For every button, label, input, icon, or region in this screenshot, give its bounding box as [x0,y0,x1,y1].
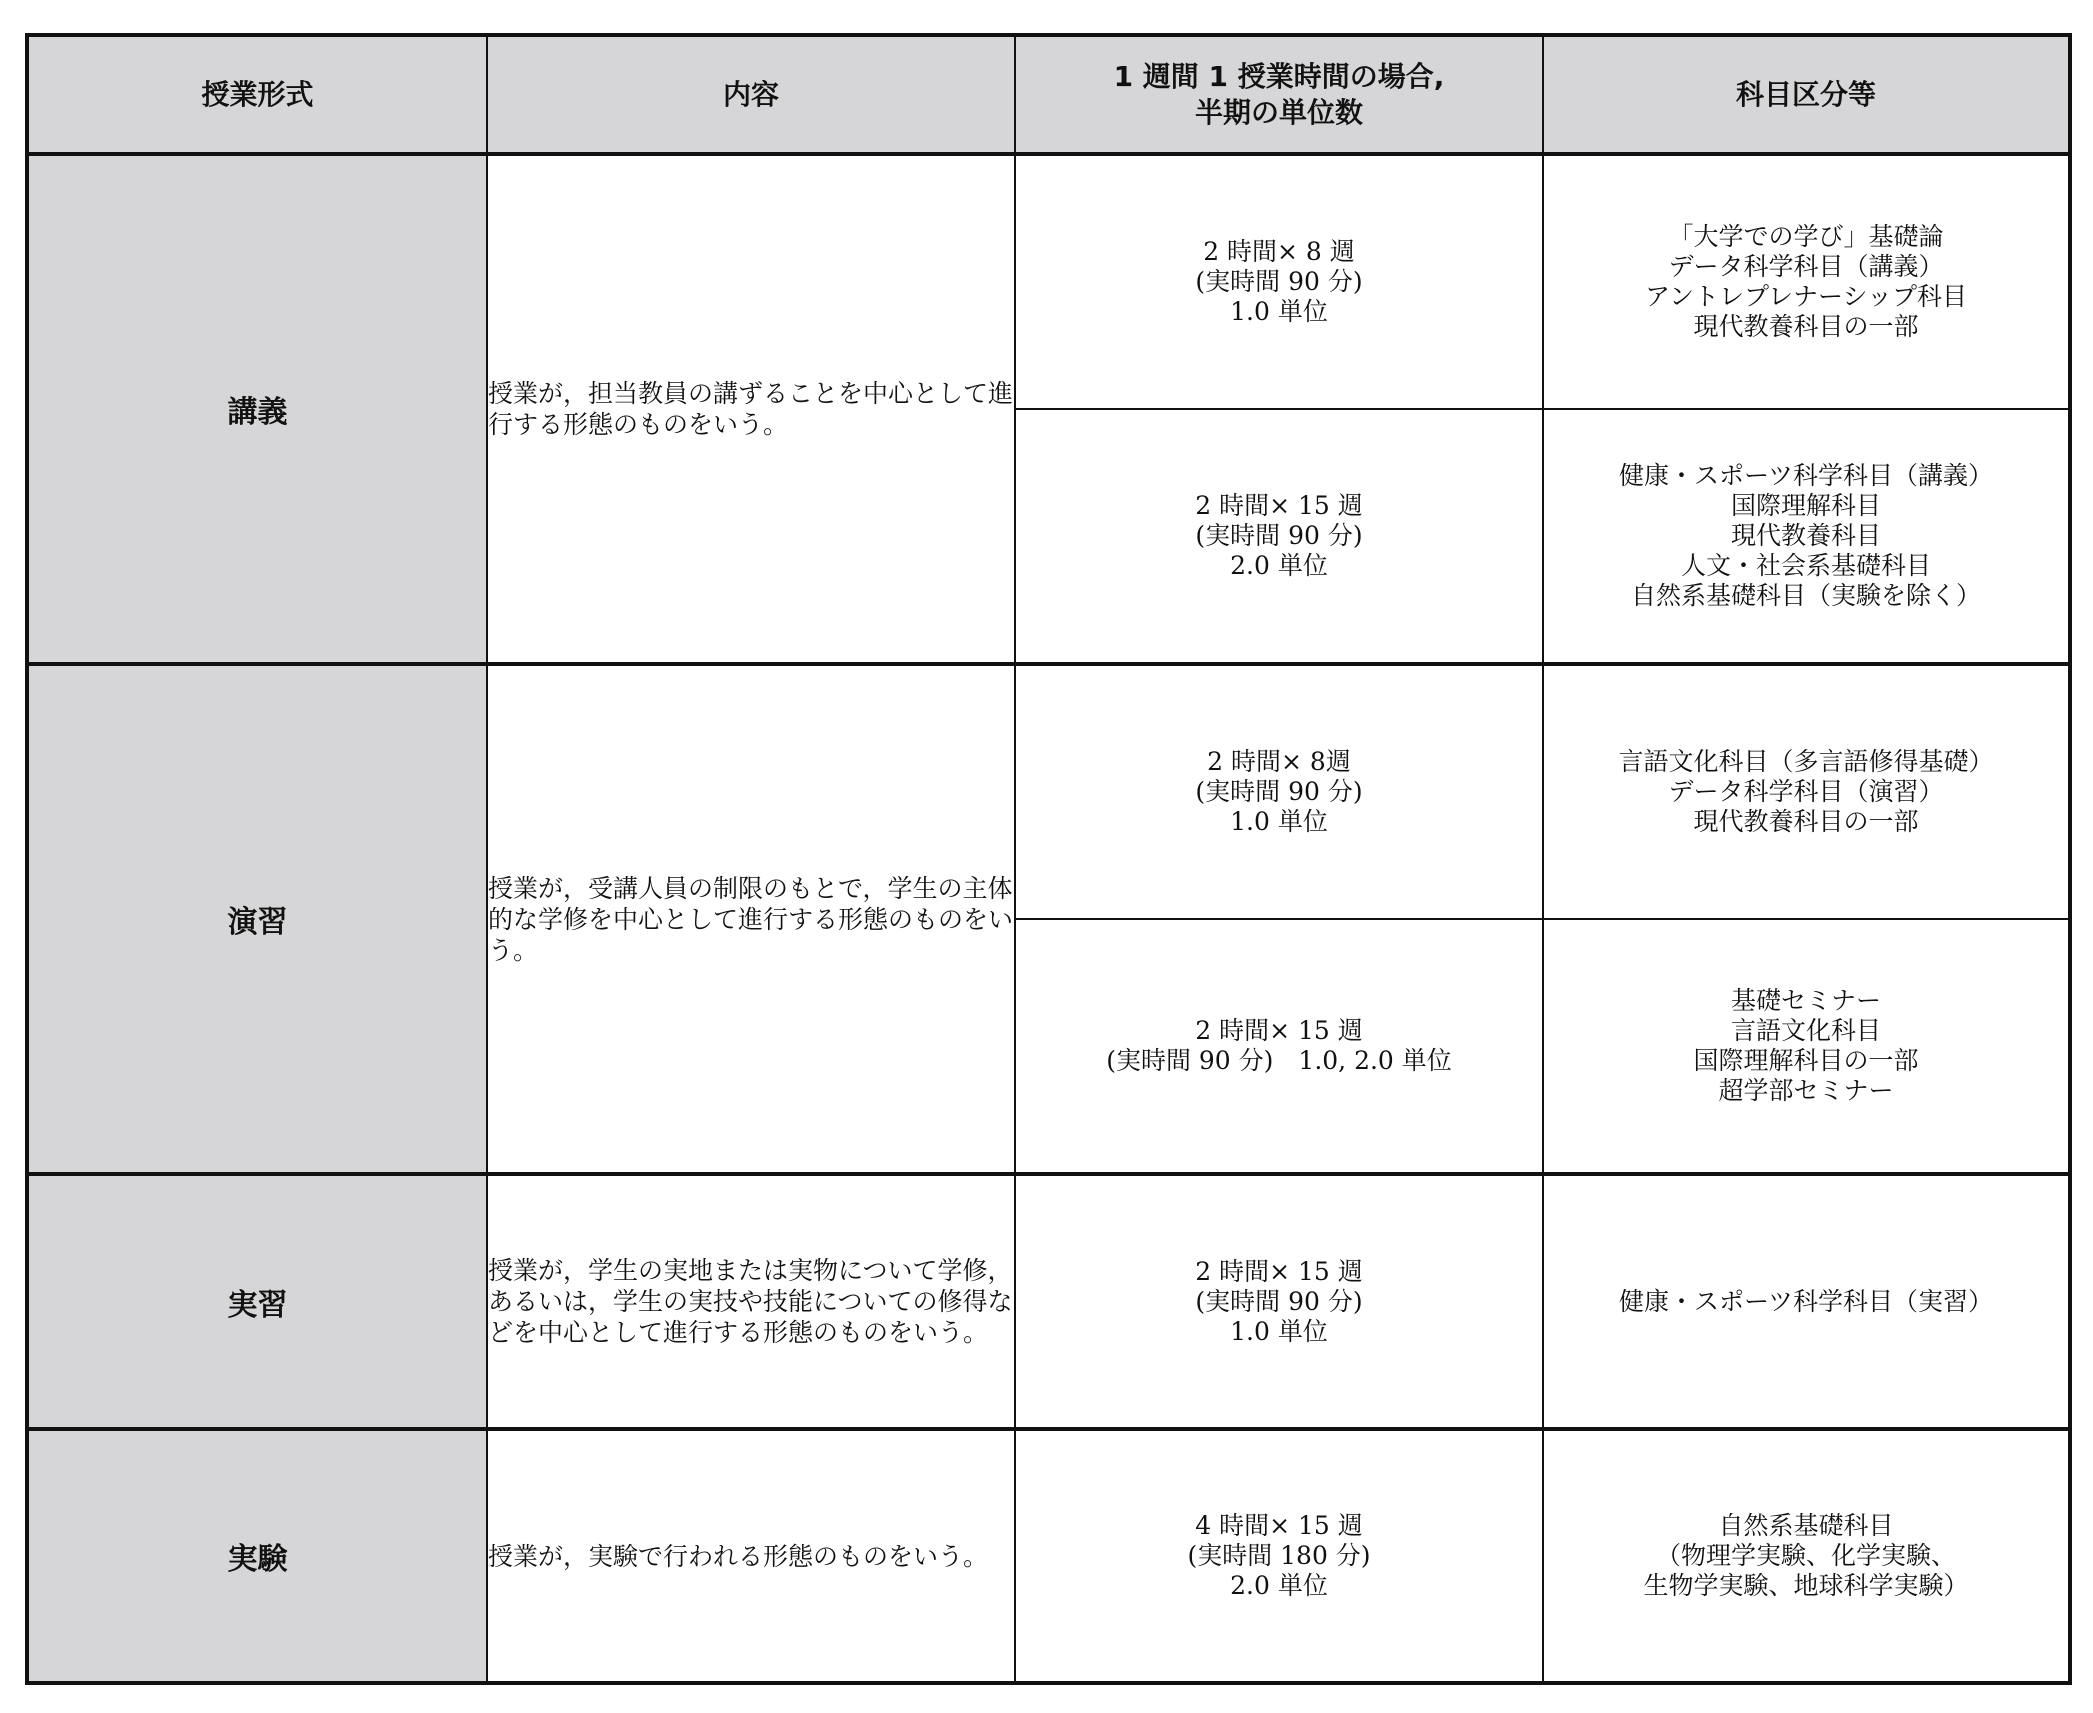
header-row [27,35,2070,154]
units-line: 2 時間× 15 週 [1195,491,1363,520]
subject-line: 国際理解科目 [1730,491,1881,520]
subject-line: 「大学での学び」基礎論 [1668,222,1944,251]
header-units-line2: 半期の単位数 [1194,95,1363,129]
table-row [27,1174,2070,1429]
subject-line: 言語文化科目 [1730,1016,1881,1045]
subject-line: （物理学実験、化学実験、 [1655,1541,1956,1570]
subject-cell [1543,154,2070,409]
units-cell [1015,154,1543,409]
units-line: 1.0 単位 [1230,297,1328,326]
units-cell [1015,919,1543,1174]
units-cell [1015,664,1543,919]
subject-line: 言語文化科目（多言語修得基礎） [1618,747,1994,776]
subject-line: 超学部セミナー [1718,1076,1894,1105]
subject-line: 自然系基礎科目 [1718,1511,1894,1540]
units-cell [1015,409,1543,664]
units-cell [1015,1429,1543,1683]
subject-cell [1543,1174,2070,1429]
subject-line: データ科学科目（演習） [1668,777,1944,806]
subject-line: 現代教養科目の一部 [1693,807,1919,836]
subject-line: アントレプレナーシップ科目 [1644,282,1967,311]
units-line: 2.0 単位 [1230,551,1328,580]
subject-cell [1543,664,2070,919]
header-units-line1: 1 週間 1 授業時間の場合, [1113,59,1445,93]
units-line: 2 時間× 15 週 [1195,1016,1363,1045]
units-line: 2.0 単位 [1230,1571,1328,1600]
header-content: 内容 [487,35,1015,154]
units-line: 4 時間× 15 週 [1195,1511,1363,1540]
units-cell [1015,1174,1543,1429]
subject-line: 現代教養科目 [1730,521,1881,550]
units-line: 2 時間× 15 週 [1195,1256,1363,1286]
table-row [27,154,2070,409]
subject-line: データ科学科目（講義） [1668,252,1944,281]
header-type: 授業形式 [27,35,487,154]
subject-line: 生物学実験、地球科学実験） [1643,1571,1969,1600]
content-cell-seminar: 授業が，受講人員の制限のもとで，学生の主体的な学修を中心として進行する形態のものをいう。 [487,664,1015,1174]
subject-line: 健康・スポーツ科学科目（実習） [1618,1286,1993,1316]
units-line: (実時間 90 分) [1195,267,1363,296]
type-cell-practicum: 実習 [27,1174,487,1429]
content-cell-practicum: 授業が，学生の実地または実物について学修，あるいは，学生の実技や技能についての修得などを中心として進行する形態のものをいう。 [487,1174,1015,1429]
units-line: (実時間 90 分) [1195,521,1363,550]
type-cell-experiment: 実験 [27,1429,487,1683]
units-line: (実時間 90 分) [1195,1286,1363,1316]
units-line: (実時間 180 分) [1187,1541,1371,1570]
type-cell-seminar: 演習 [27,664,487,1174]
units-line: 2 時間× 8 週 [1203,237,1355,266]
subject-line: 基礎セミナー [1730,986,1881,1015]
units-line: 1.0 単位 [1230,1316,1328,1346]
subject-cell [1543,919,2070,1174]
subject-cell [1543,1429,2070,1683]
units-line: 2 時間× 8週 [1207,747,1351,776]
subject-cell [1543,409,2070,664]
units-line: 1.0 単位 [1230,807,1328,836]
content-cell-lecture: 授業が，担当教員の講ずることを中心として進行する形態のものをいう。 [487,154,1015,664]
units-line: (実時間 90 分) 1.0, 2.0 単位 [1106,1046,1452,1075]
subject-line: 自然系基礎科目（実験を除く） [1630,581,1981,610]
table-row [27,664,2070,919]
subject-line: 健康・スポーツ科学科目（講義） [1618,461,1993,490]
subject-line: 国際理解科目の一部 [1693,1046,1919,1075]
header-subject: 科目区分等 [1543,35,2070,154]
type-cell-lecture: 講義 [27,154,487,664]
table-row [27,1429,2070,1683]
subject-line: 現代教養科目の一部 [1693,312,1919,341]
header-units [1015,35,1543,154]
units-line: (実時間 90 分) [1195,777,1363,806]
subject-line: 人文・社会系基礎科目 [1680,551,1931,580]
credit-table [25,33,2072,1685]
content-cell-experiment: 授業が，実験で行われる形態のものをいう。 [487,1429,1015,1683]
